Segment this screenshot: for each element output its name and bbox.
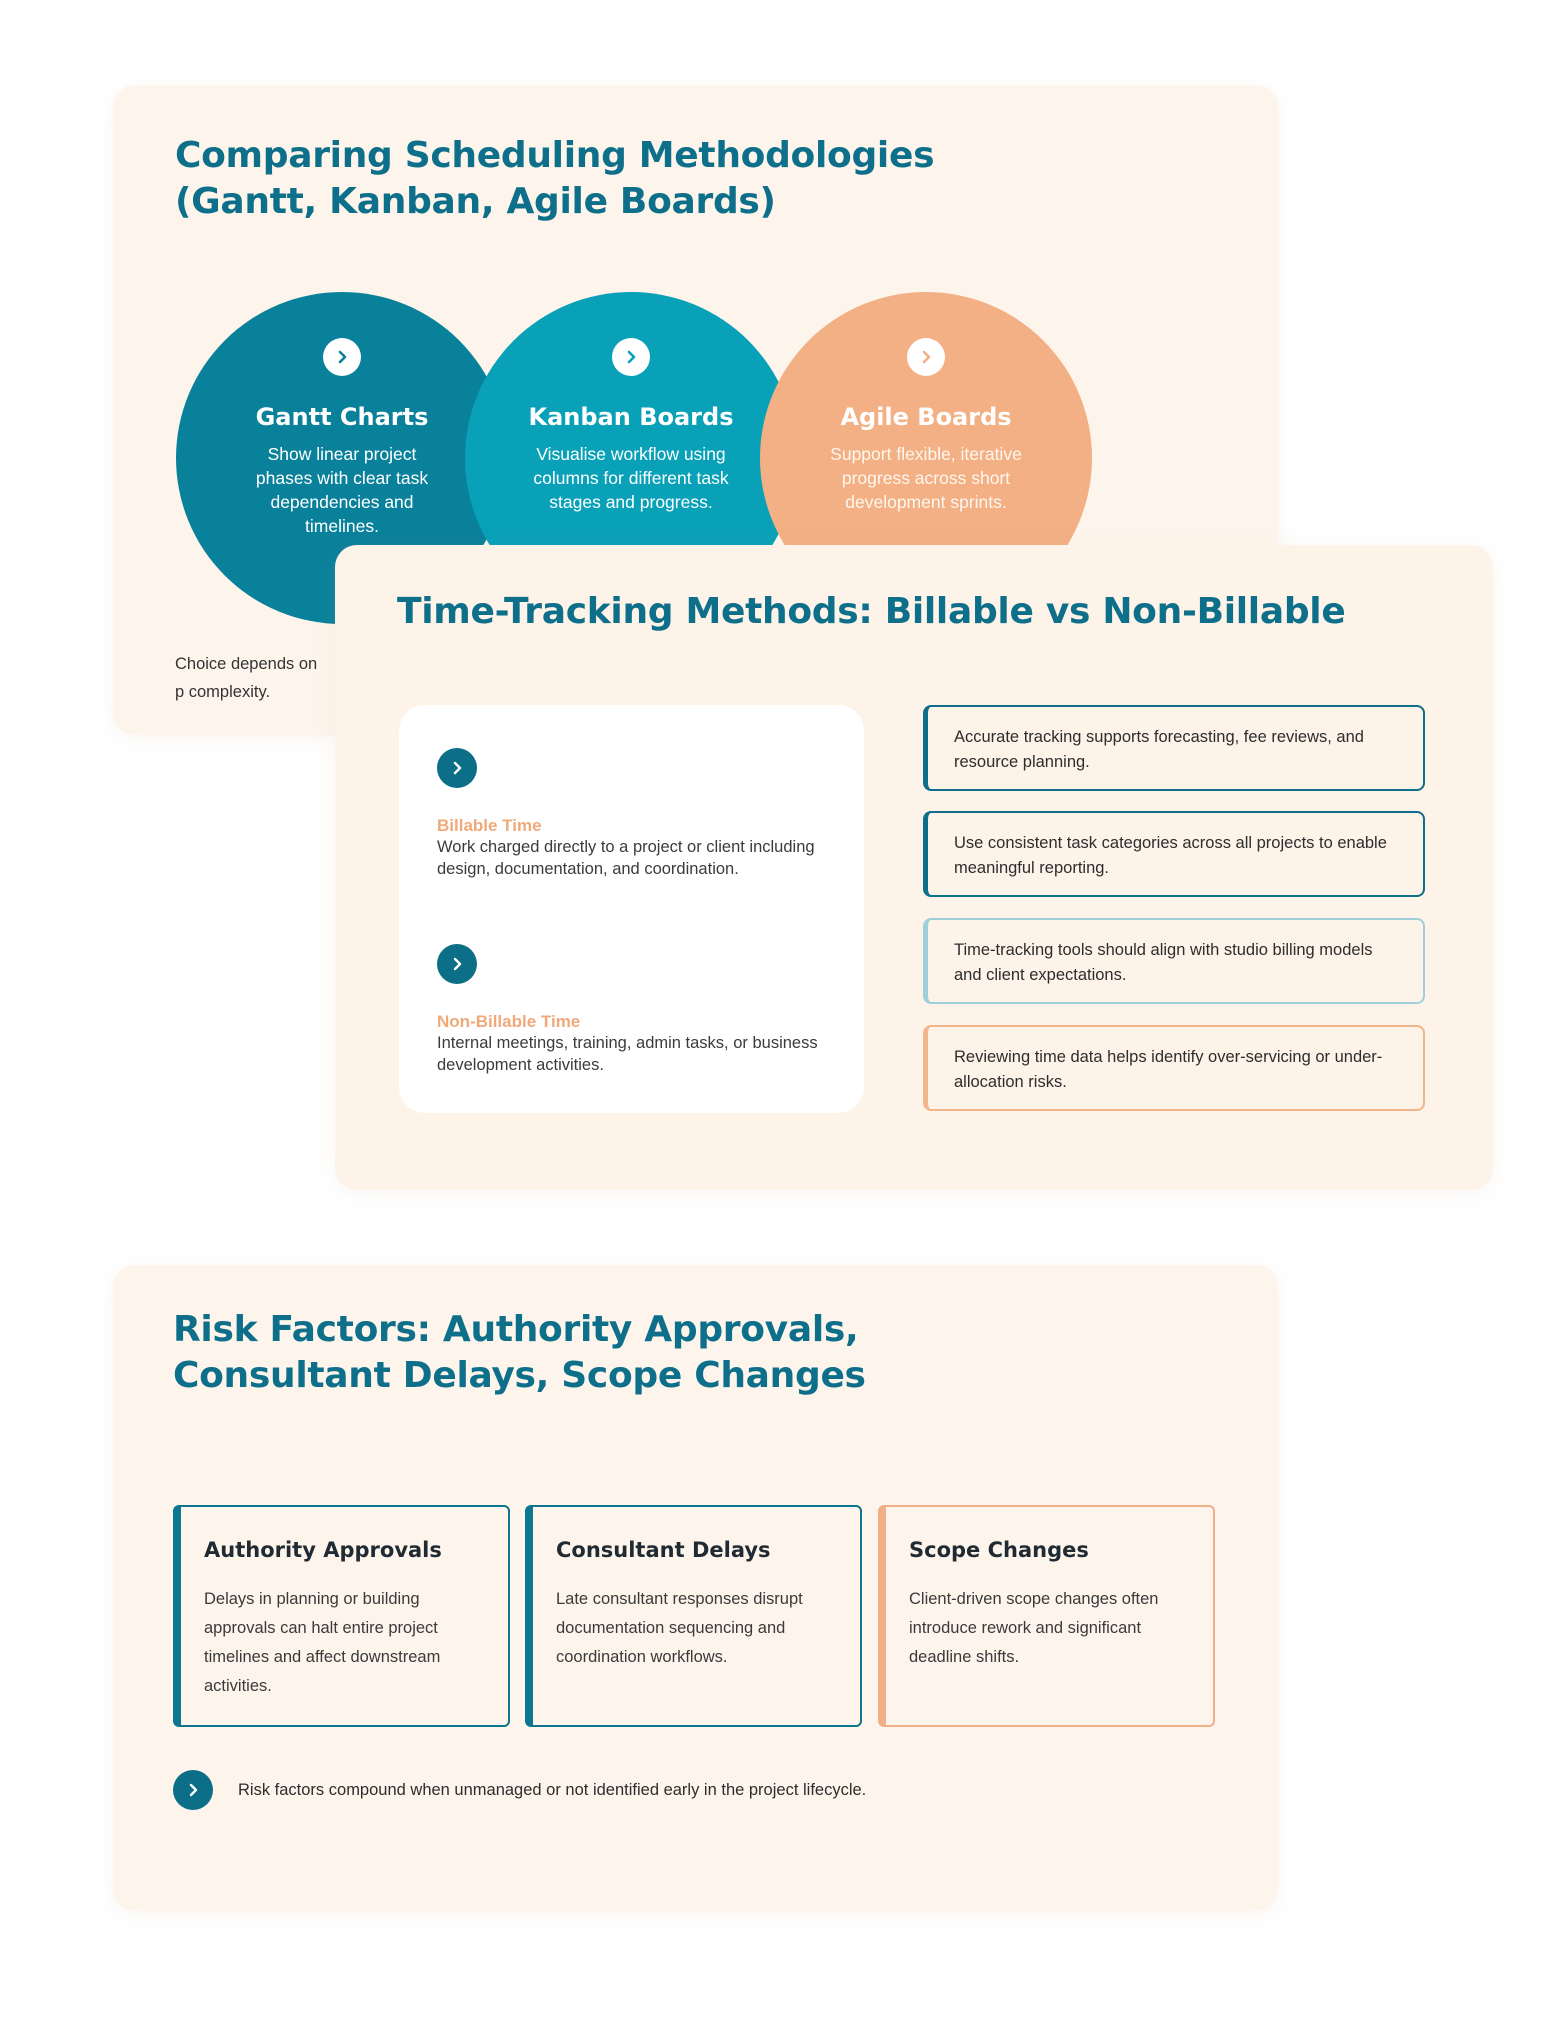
- chevron-right-icon: [323, 338, 361, 376]
- chevron-right-icon: [173, 1770, 213, 1810]
- note-box: Reviewing time data helps identify over-servicing or under-allocation risks.: [923, 1025, 1425, 1111]
- risk-card-title: Scope Changes: [909, 1538, 1089, 1562]
- circle-title: Gantt Charts: [255, 403, 429, 431]
- item-text: Work charged directly to a project or client including design, documentation, and coordination.: [437, 838, 815, 878]
- billable-time-item: [437, 748, 857, 880]
- slide-risk-factors: [113, 1265, 1278, 1911]
- slide-title: Comparing Scheduling Methodologies (Gantt, Kanban, Agile Boards): [175, 135, 935, 222]
- note-box: Time-tracking tools should align with studio billing models and client expectations.: [923, 918, 1425, 1004]
- item-text: Internal meetings, training, admin tasks, or business development activities.: [437, 1034, 818, 1074]
- risk-card-text: Client-driven scope changes often introduce rework and significant deadline shifts.: [909, 1590, 1159, 1666]
- time-types-card: [399, 705, 864, 1113]
- risk-card-scope-changes: [878, 1505, 1215, 1727]
- note-box: Accurate tracking supports forecasting, fee reviews, and resource planning.: [923, 705, 1425, 791]
- chevron-right-icon: [612, 338, 650, 376]
- slide-title: Time-Tracking Methods: Billable vs Non-Billable: [397, 591, 1346, 632]
- risk-card-title: Consultant Delays: [556, 1538, 771, 1562]
- circle-text: Support flexible, iterative progress across short development sprints.: [830, 444, 1022, 512]
- item-title: Billable Time: [437, 816, 542, 835]
- chevron-right-icon: [437, 748, 477, 788]
- risk-footer-text: Risk factors compound when unmanaged or not identified early in the project lifecycle.: [238, 1780, 867, 1799]
- circle-title: Agile Boards: [840, 403, 1012, 431]
- slide-title: Risk Factors: Authority Approvals, Consultant Delays, Scope Changes: [173, 1309, 866, 1396]
- item-title: Non-Billable Time: [437, 1012, 581, 1031]
- risk-card-text: Delays in planning or building approvals can halt entire project timelines and affect downstream activities.: [204, 1590, 441, 1695]
- slide-time-tracking: [335, 545, 1493, 1190]
- risk-card-text: Late consultant responses disrupt documentation sequencing and coordination workflows.: [556, 1590, 803, 1666]
- risk-card-authority-approvals: [173, 1505, 510, 1727]
- chevron-right-icon: [437, 944, 477, 984]
- circle-text: Show linear project phases with clear task dependencies and timelines.: [255, 444, 429, 536]
- slide-footnote: Choice depends on p complexity.: [175, 655, 318, 701]
- non-billable-time-item: [437, 944, 857, 1076]
- circle-text: Visualise workflow using columns for different task stages and progress.: [533, 444, 729, 512]
- risk-card-title: Authority Approvals: [204, 1538, 442, 1562]
- circle-title: Kanban Boards: [528, 403, 734, 431]
- risk-footer: [173, 1770, 866, 1810]
- risk-card-consultant-delays: [525, 1505, 862, 1727]
- note-box: Use consistent task categories across all projects to enable meaningful reporting.: [923, 811, 1425, 897]
- chevron-right-icon: [907, 338, 945, 376]
